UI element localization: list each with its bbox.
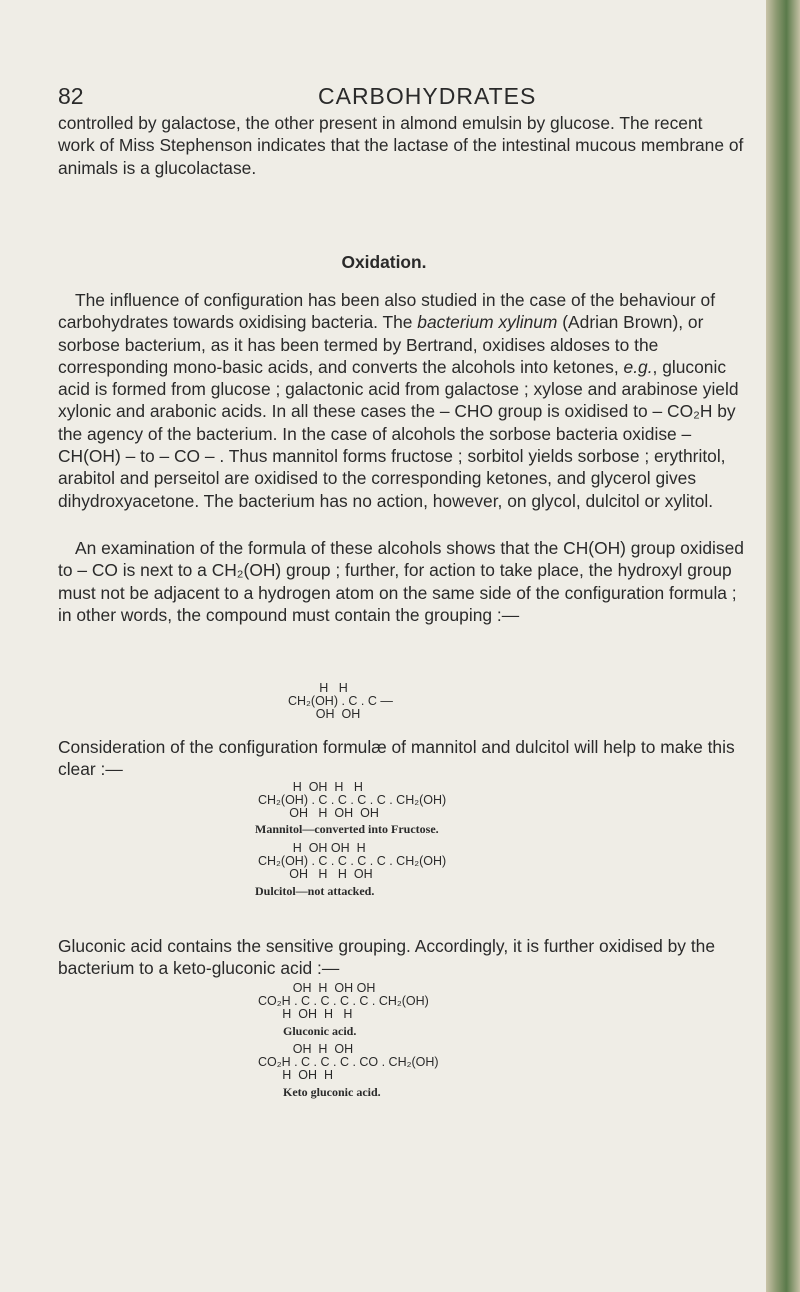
formula-keto-gluconic: OH H OH CO₂H . C . C . C . CO . CH₂(OH) H OH H [258, 1042, 439, 1082]
p2-text-b: (Adrian Brown), or sorbose bacterium, as it has been termed by Bertrand, oxidises aldoses to the corresponding mono-basic acids, and converts the alcohols into ketones, [58, 312, 704, 377]
caption-dulcitol: Dulcitol—not attacked. [255, 884, 375, 898]
page-number: 82 [58, 83, 84, 109]
paragraph-configuration-rule: An examination of the formula of these alcohols shows that the CH(OH) group oxidised to – CO is next to a CH₂(OH) group ; further, for action to take place, the hydroxyl group must not be adjacent to a hydrogen atom on the same side of the configuration formula ; in other words, the compound must contain the grouping :— [58, 538, 744, 625]
formula-gluconic-acid: OH H OH OH CO₂H . C . C . C . C . CH₂(OH) H OH H H [258, 981, 429, 1021]
p2-text-c: , gluconic acid is formed from glucose ; galactonic acid from galactose ; xylose and arabinose yield xylonic and arabonic acids. In all these cases the – CHO group is oxidised to – CO₂H by the agency of the bacterium. In the case of alcohols the sorbose bacteria oxidise – CH(OH) – to – CO – . Thus mannitol forms fructose ; sorbitol yields sorbose ; erythritol, arabitol and perseitol are oxidised to the corresponding ketones, and glycerol gives dihydroxyacetone. The bacterium has no action, however, on glycol, dulcitol or xylitol. [58, 356, 739, 511]
formula-mannitol: H OH H H CH₂(OH) . C . C . C . C . CH₂(OH) OH H OH OH [258, 780, 447, 820]
book-edge [766, 0, 800, 1292]
caption-keto-gluconic: Keto gluconic acid. [283, 1085, 381, 1099]
paragraph-consideration: Consideration of the configuration formulæ of mannitol and dulcitol will help to make this clear :— [58, 737, 735, 780]
running-title: CARBOHYDRATES [318, 83, 537, 109]
section-heading-oxidation: Oxidation. [341, 252, 427, 272]
caption-mannitol: Mannitol—converted into Fructose. [255, 822, 439, 836]
paragraph-oxidising-bacteria [58, 289, 744, 512]
caption-gluconic-acid: Gluconic acid. [283, 1024, 357, 1038]
paragraph-lactase: controlled by galactose, the other present in almond emulsin by glucose. The recent work of Miss Stephenson indicates that the lactase of the intestinal mucous membrane of animals is a glucolactase. [58, 113, 744, 178]
p2-italic-eg: e.g. [623, 356, 653, 377]
formula-grouping: H H CH₂(OH) . C . C — OH OH [288, 681, 393, 721]
formula-dulcitol: H OH OH H CH₂(OH) . C . C . C . C . CH₂(OH) OH H H OH [258, 841, 447, 881]
paragraph-gluconic: Gluconic acid contains the sensitive grouping. Accordingly, it is further oxidised by the bacterium to a keto-gluconic acid :— [58, 936, 716, 979]
p2-text-a: The influence of configuration has been also studied in the case of the behaviour of carbohydrates towards oxidising bacteria. The [58, 290, 716, 333]
p2-italic-species: bacterium xylinum [417, 312, 558, 333]
